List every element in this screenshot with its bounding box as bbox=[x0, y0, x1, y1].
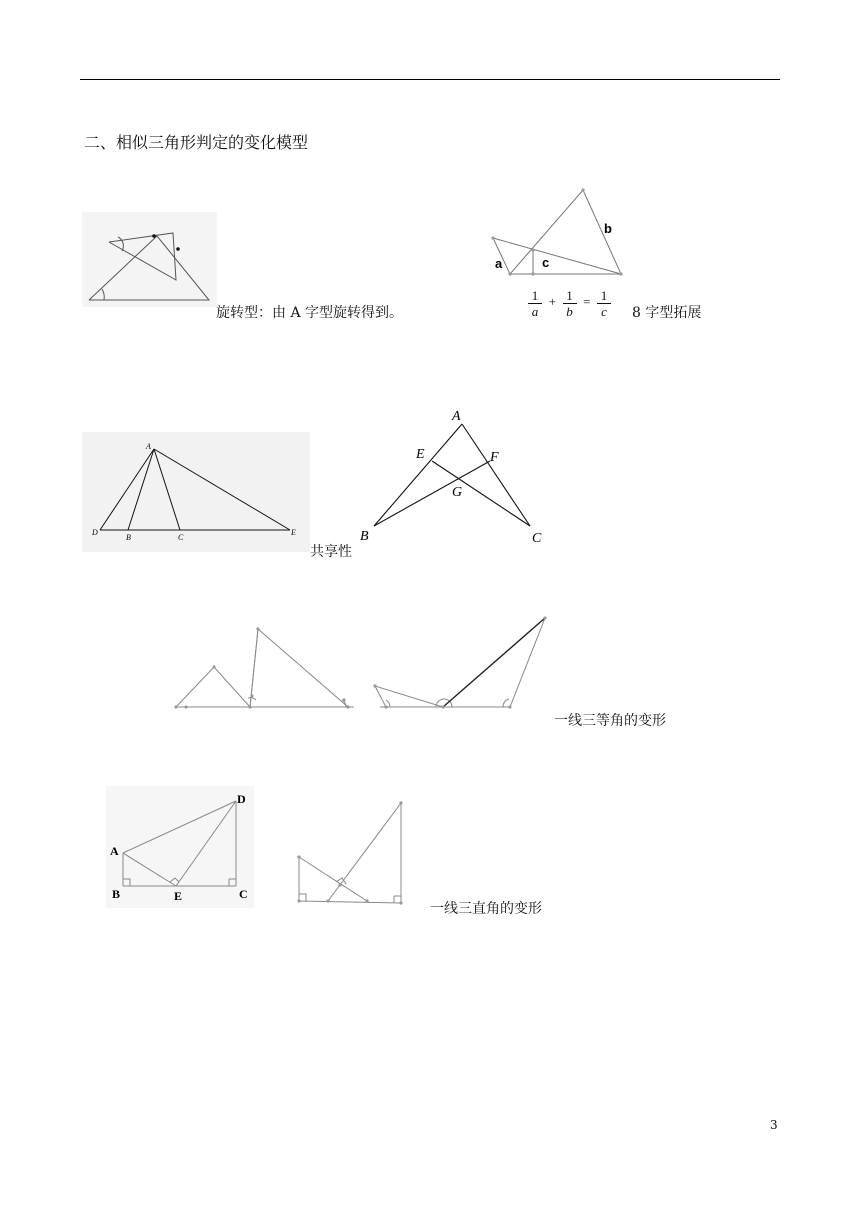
svg-text:C: C bbox=[178, 533, 184, 542]
svg-text:E: E bbox=[174, 889, 183, 903]
figure-background bbox=[82, 432, 310, 552]
rotation-caption-text: 旋转型：由 A 字型旋转得到。 bbox=[216, 305, 404, 321]
svg-text:E: E bbox=[291, 528, 296, 537]
rotation-caption bbox=[216, 302, 403, 322]
svg-text:A: A bbox=[452, 409, 461, 424]
butterfly-figure bbox=[356, 402, 550, 550]
three-right-angles-caption: 一线三直角的变形 bbox=[430, 901, 542, 917]
label-b: b bbox=[604, 221, 612, 236]
rotation-figure bbox=[82, 212, 217, 307]
three-right-angles-figure bbox=[106, 786, 254, 908]
header-rule bbox=[80, 79, 780, 80]
svg-text:C: C bbox=[239, 887, 248, 901]
reciprocal-formula: $\frac{1}{a} + \frac{1}{b} = \frac{1}{c}$ bbox=[528, 287, 611, 318]
cross-line bbox=[493, 238, 621, 274]
three-right-angles-variant-figure bbox=[292, 798, 408, 908]
svg-text:F: F bbox=[490, 450, 499, 465]
svg-text:D: D bbox=[237, 792, 246, 806]
svg-text:B: B bbox=[126, 533, 131, 542]
label-a: a bbox=[495, 256, 503, 271]
angle-dot bbox=[176, 247, 180, 251]
page-number: 3 bbox=[770, 1118, 778, 1132]
figure-background bbox=[82, 212, 217, 307]
svg-text:A: A bbox=[110, 844, 119, 858]
svg-text:C: C bbox=[532, 531, 542, 546]
svg-text:B: B bbox=[112, 887, 121, 901]
shared-figure bbox=[82, 432, 310, 552]
three-equal-angles-figure bbox=[168, 612, 552, 718]
section-heading: 二、相似三角形判定的变化模型 bbox=[84, 133, 309, 152]
svg-text:D: D bbox=[92, 528, 98, 537]
three-equal-angles-caption: 一线三等角的变形 bbox=[554, 713, 666, 729]
angle-dot bbox=[152, 234, 156, 238]
label-c: c bbox=[542, 255, 550, 270]
svg-text:B: B bbox=[360, 529, 369, 544]
eight-extension-caption: 8 字型拓展 bbox=[632, 305, 702, 321]
svg-text:E: E bbox=[416, 447, 425, 462]
eight-extension-figure bbox=[490, 185, 630, 280]
shared-caption: 共享性 bbox=[310, 544, 352, 560]
emphasized-line bbox=[443, 618, 545, 707]
svg-text:A: A bbox=[146, 442, 151, 451]
svg-text:G: G bbox=[452, 485, 463, 500]
